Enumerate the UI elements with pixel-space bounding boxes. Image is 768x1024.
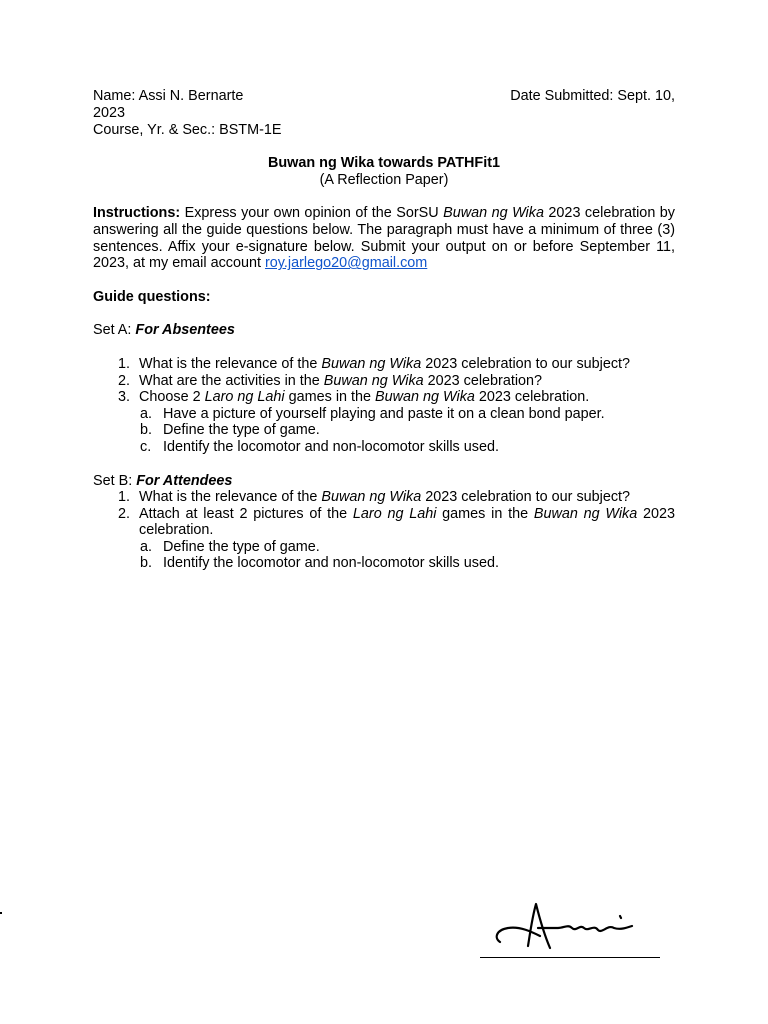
sub-item — [93, 422, 675, 439]
guide-heading: Guide questions: — [93, 288, 211, 305]
list-marker: 1. — [118, 355, 131, 372]
sub-marker: c. — [140, 438, 152, 455]
instructions-paragraph — [93, 205, 675, 271]
signature-line — [480, 957, 660, 958]
course-field — [93, 122, 675, 139]
sub-text: Define the type of game. — [163, 422, 320, 439]
document-body — [93, 88, 675, 572]
course-value: BSTM-1E — [219, 121, 282, 138]
item-text: What are the activities in the — [139, 372, 324, 389]
list-item — [93, 389, 675, 406]
item-text: 2023 celebration to our subject? — [421, 489, 631, 506]
sub-marker: a. — [140, 405, 153, 422]
list-item — [93, 373, 675, 390]
e-signature-image — [492, 898, 637, 956]
name-field — [93, 88, 243, 104]
item-text: 2023 celebration? — [423, 372, 543, 389]
instructions-label: Instructions: — [93, 205, 181, 222]
name-label: Name: — [93, 88, 136, 104]
list-marker: 3. — [118, 389, 131, 406]
item-italic: Buwan ng Wika — [375, 389, 475, 406]
header-row — [93, 88, 675, 105]
item-italic: Laro ng Lahi — [204, 389, 285, 406]
sub-item — [93, 439, 675, 456]
set-b-prefix: Set B: — [93, 472, 137, 489]
list-marker: 1. — [118, 489, 131, 506]
set-b-list — [93, 489, 675, 572]
set-b-heading — [93, 473, 675, 490]
item-text: 2023 celebration to our subject? — [421, 355, 631, 372]
set-a-label: For Absentees — [135, 322, 235, 339]
item-italic: Buwan ng Wika — [321, 355, 422, 372]
list-item — [93, 356, 675, 373]
date-year: 2023 — [93, 105, 126, 121]
list-item — [93, 489, 675, 506]
date-value: Sept. 10, — [617, 88, 675, 104]
set-a-prefix: Set A: — [93, 322, 136, 339]
name-value: Assi N. Bernarte — [138, 88, 244, 104]
item-italic: Buwan ng Wika — [321, 489, 422, 506]
sub-text: Have a picture of yourself playing and paste it on a clean bond paper. — [163, 405, 605, 422]
sub-text: Identify the locomotor and non-locomotor skills used. — [163, 438, 499, 455]
item-italic: Buwan ng Wika — [533, 505, 638, 522]
set-a-heading — [93, 322, 675, 339]
set-b-label: For Attendees — [136, 472, 233, 489]
course-label: Course, Yr. & Sec.: — [93, 121, 216, 138]
item-italic: Buwan ng Wika — [323, 372, 424, 389]
email-link[interactable]: roy.jarlego20@gmail.com — [264, 255, 428, 272]
item-text: What is the relevance of the — [139, 355, 322, 372]
sub-marker: b. — [140, 422, 153, 439]
item-text: games in the — [284, 389, 376, 406]
item-italic: Laro ng Lahi — [352, 505, 437, 522]
item-text: Choose 2 — [139, 389, 205, 406]
item-text: 2023 celebration. — [139, 505, 675, 539]
item-text: Attach at least 2 pictures of the — [139, 505, 353, 522]
item-text: games in the — [436, 505, 534, 522]
instructions-text-2: 2023 celebration by answering all the guide questions below. The paragraph must have a minimum of three (3) sentences. Affix your e-signature below. Submit your output on or before September 11, 2023, at my email account — [93, 205, 675, 272]
list-marker: 2. — [118, 372, 131, 389]
document-subtitle: (A Reflection Paper) — [319, 171, 449, 188]
stray-dot — [0, 912, 2, 914]
sub-marker: a. — [140, 538, 153, 555]
sub-marker: b. — [140, 555, 153, 572]
item-text: What is the relevance of the — [139, 489, 322, 506]
set-a-list — [93, 356, 675, 456]
sub-item — [93, 539, 675, 556]
list-item — [93, 506, 675, 539]
sub-text: Define the type of game. — [163, 538, 320, 555]
document-title: Buwan ng Wika towards PATHFit1 — [268, 155, 500, 172]
date-label: Date Submitted: — [510, 88, 614, 104]
sub-item — [93, 406, 675, 423]
date-field — [510, 88, 675, 105]
list-marker: 2. — [118, 505, 131, 522]
instructions-text: Express your own opinion of the SorSU — [180, 205, 444, 222]
instructions-italic: Buwan ng Wika — [443, 205, 544, 222]
sub-item — [93, 555, 675, 572]
item-text: 2023 celebration. — [474, 389, 590, 406]
sub-text: Identify the locomotor and non-locomotor skills used. — [163, 555, 499, 572]
